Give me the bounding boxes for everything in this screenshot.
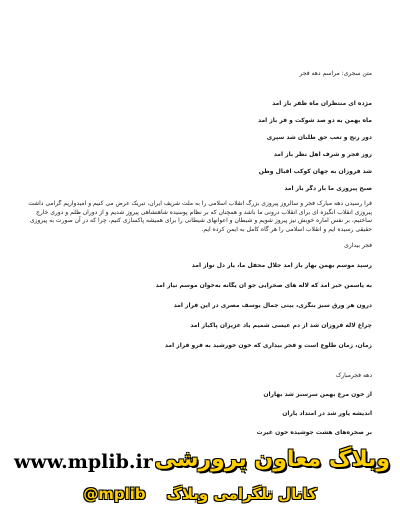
blog-name: وبلاگ معاون پرورشی bbox=[154, 447, 390, 472]
section3-title: دهه فجرمبارک bbox=[335, 372, 372, 379]
poem1-line-1: مژده ای منتظران ماه ظفر باز آمد bbox=[272, 100, 372, 107]
telegram-handle[interactable]: @mplib bbox=[83, 485, 146, 503]
poem1-line-3: دور رنج و تعب حق طلبان شد سپری bbox=[266, 134, 372, 141]
poem2-line-5: زمان، زمان طلوع است و فجر بیداری که خون خورشید به فرو فراز آمد bbox=[164, 342, 372, 349]
poem1-line-6: صبح پیروزی ما بار دگر باز آمد bbox=[284, 185, 372, 192]
poem2-line-1: رسید موسم بهمن بهار باز آمد جلال محفل ما، یار دل نواز آمد bbox=[191, 262, 372, 269]
section2-title: فجر بیداری bbox=[344, 242, 372, 249]
poem1-line-4: روز فجر و شرف اهل نظر باز آمد bbox=[273, 151, 372, 158]
body-paragraph: فرا رسیدن دهه مبارک فجر و سالروز پیروزی بزرگ انقلاب اسلامی را به ملت شریف ایران، تبریک عرض می کنیم و امیدواریم گرامی داشت پیروزی انقلاب انگیزه ای برای انقلاب درونی ما باشد و همچنان که بر نظام پوسیده شاهنشاهی پیروز شدیم و از دوران ظلم و دوری خارج ساختیم، بر نفس اماره خویش نیز پیروز شویم و شیطان و اعوانهای شیطانی را برای همیشه پاکسازی کنیم، چرا که در آن صورت به پیروزی حقیقی رسیده ایم و انقلاب اسلامی را هر گاه کامل به ایمن کرده ایم. bbox=[28, 200, 372, 233]
poem2-line-4: چراغ لاله فروزان شد از دم عیسی شمیم یاد عزیزان پاکباز آمد bbox=[190, 322, 372, 329]
telegram-label: کانال تلگرامی وبلاگ bbox=[166, 485, 317, 503]
document-heading: متن سجری: مراسم دهه فجر bbox=[299, 70, 372, 77]
telegram-line bbox=[0, 485, 400, 503]
poem1-line-2: ماه بهمن به دو صد شوکت و فر باز آمد bbox=[258, 117, 372, 124]
watermark-banner bbox=[0, 445, 400, 517]
poem2-line-2: به یاسمن خبر آمد که لاله های صحرایی جو آن یگانه به‌خوان موسم نیاز آمد bbox=[155, 282, 372, 289]
poem3-line-3: بر صخره‌های هشت جوشیده خون غیرت bbox=[256, 429, 372, 436]
site-url-link[interactable]: www.mplib.ir bbox=[14, 451, 153, 473]
poem3-line-1: از خون مرغ بهمن سرسبز شد بهاران bbox=[263, 391, 372, 398]
poem2-line-3: درون هر ورق سبز بنگری، بینی جمال یوسف مصری در این فراز آمد bbox=[173, 302, 372, 309]
poem3-line-2: اندیشه یاور شد در امتداد یاران bbox=[282, 410, 372, 417]
poem1-line-5: شد فروزان به جهان کوکب اقبال وطن bbox=[258, 168, 372, 175]
